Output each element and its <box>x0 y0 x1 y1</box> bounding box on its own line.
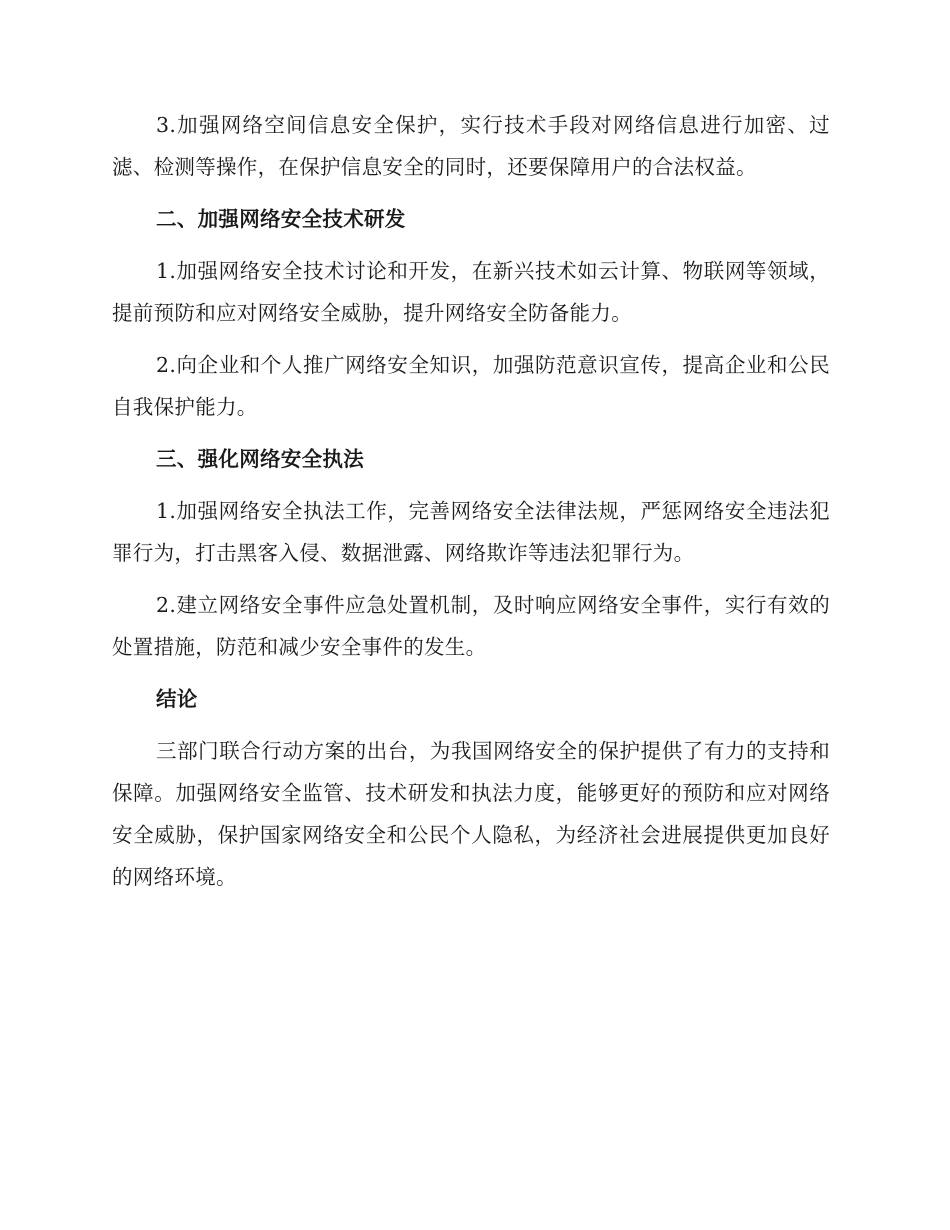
section-heading-tech-rd: 二、加强网络安全技术研发 <box>156 207 406 231</box>
section-heading-conclusion: 结论 <box>156 687 198 711</box>
paragraph-law-enforcement: 1.加强网络安全执法工作，完善网络安全法律法规，严惩网络安全违法犯罪行为，打击黑客入侵、数据泄露、网络欺诈等违法犯罪行为。 <box>112 499 830 565</box>
paragraph-emergency-response: 2.建立网络安全事件应急处置机制，及时响应网络安全事件，实行有效的处置措施，防范和减少安全事件的发生。 <box>112 593 830 659</box>
paragraph-awareness: 2.向企业和个人推广网络安全知识，加强防范意识宣传，提高企业和公民自我保护能力。 <box>112 353 830 419</box>
paragraph-encryption: 3.加强网络空间信息安全保护，实行技术手段对网络信息进行加密、过滤、检测等操作，在保护信息安全的同时，还要保障用户的合法权益。 <box>112 113 830 179</box>
paragraph-conclusion: 三部门联合行动方案的出台，为我国网络安全的保护提供了有力的支持和保障。加强网络安全监管、技术研发和执法力度，能够更好的预防和应对网络安全威胁，保护国家网络安全和公民个人隐私，为经济社会进展提供更加良好的网络环境。 <box>112 739 830 889</box>
paragraph-tech-research: 1.加强网络安全技术讨论和开发，在新兴技术如云计算、物联网等领域，提前预防和应对网络安全威胁，提升网络安全防备能力。 <box>112 259 830 325</box>
document-page <box>112 104 830 898</box>
section-heading-enforcement: 三、强化网络安全执法 <box>156 447 364 471</box>
